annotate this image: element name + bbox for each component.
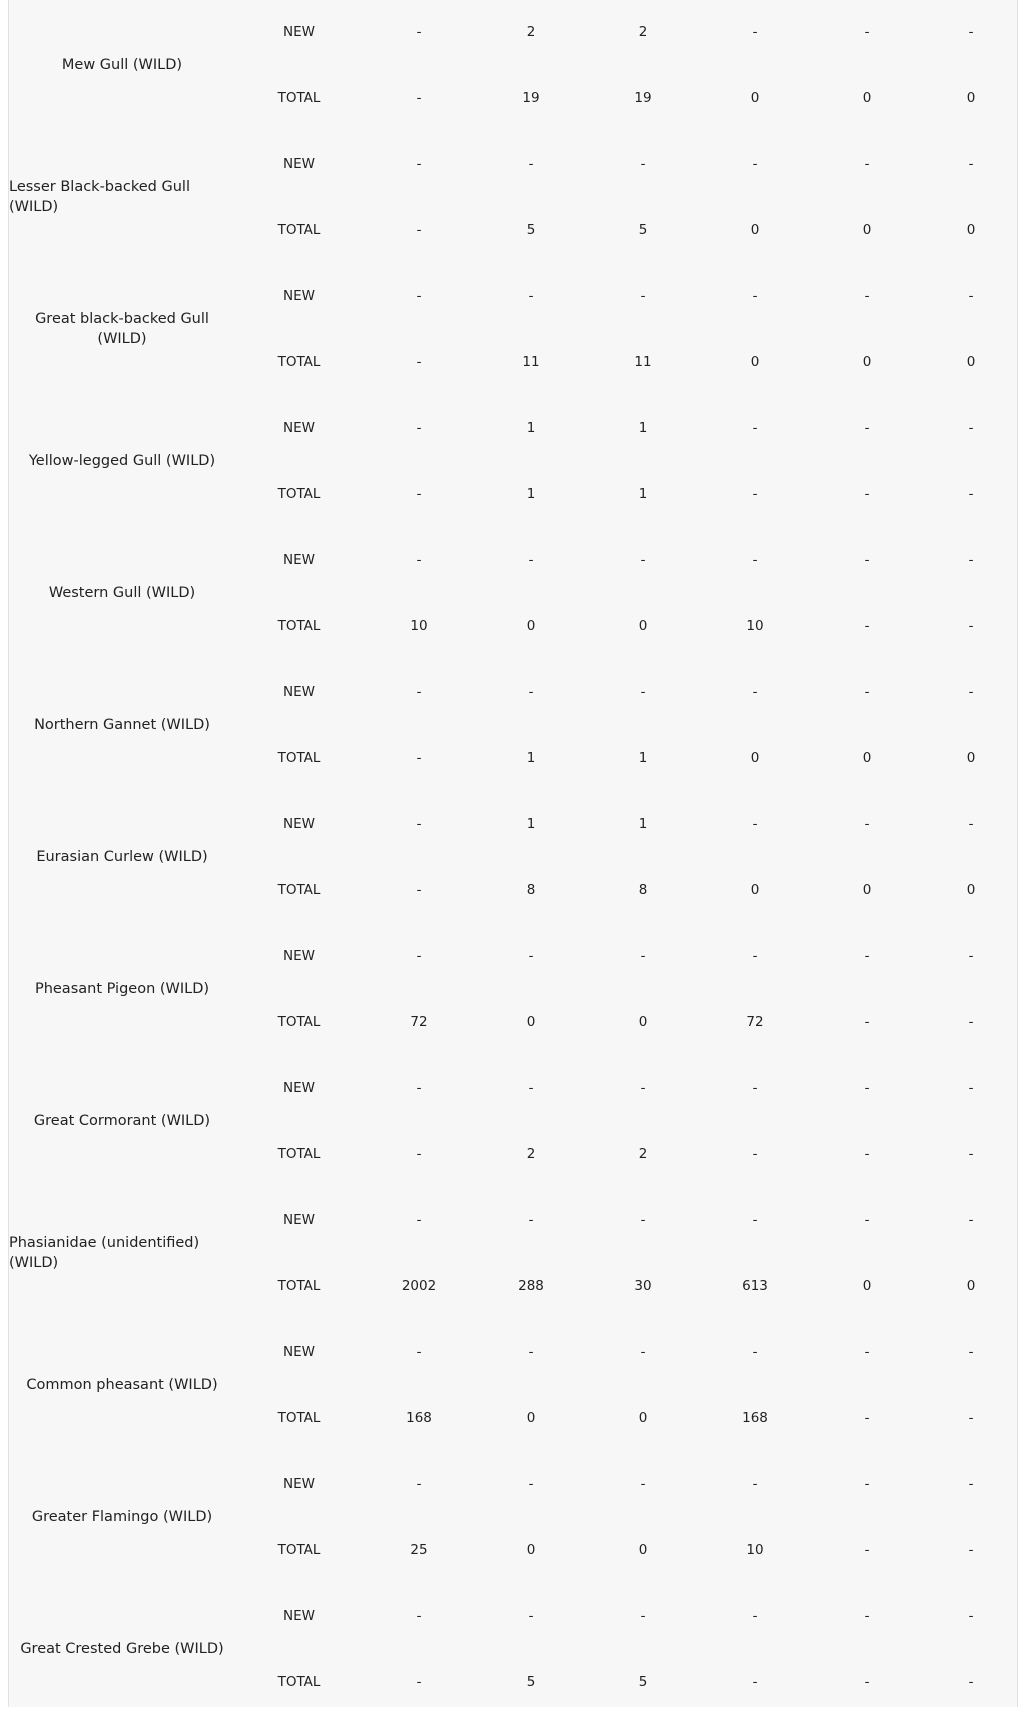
count-cell: - [416,1146,422,1162]
count-cell: - [864,1410,870,1426]
count-cell: 72 [746,1014,764,1030]
table-row-new [9,923,1019,989]
species-name-cell: Great black-backed Gull (WILD) [35,311,209,347]
count-cell: 0 [966,354,976,370]
count-cell: 1 [526,816,536,832]
count-cell: 0 [526,1014,536,1030]
count-cell: - [416,486,422,502]
count-cell: 0 [862,882,872,898]
count-cell: - [752,1674,758,1690]
count-cell: - [864,1476,870,1492]
count-cell: - [752,552,758,568]
count-cell: - [416,1476,422,1492]
count-cell: 1 [638,750,648,766]
count-cell: 0 [862,750,872,766]
table-row-new [9,1187,1019,1253]
count-cell: - [752,288,758,304]
count-cell: 0 [638,1542,648,1558]
table-row-new [9,1319,1019,1385]
count-cell: - [968,1212,974,1228]
count-cell: 5 [526,1674,536,1690]
species-name-cell: Lesser Black-backed Gull (WILD) [9,179,190,215]
count-cell: 10 [410,618,428,634]
count-cell: - [968,1146,974,1162]
count-cell: - [864,24,870,40]
row-type-label: NEW [283,156,315,172]
count-cell: - [968,948,974,964]
row-type-label: NEW [283,24,315,40]
count-cell: - [968,1542,974,1558]
count-cell: 0 [638,1410,648,1426]
count-cell: - [416,948,422,964]
count-cell: - [528,552,534,568]
species-name-cell: Greater Flamingo (WILD) [31,1509,213,1525]
count-cell: 168 [406,1410,432,1426]
count-cell: 10 [746,1542,764,1558]
count-cell: - [416,1608,422,1624]
species-name-cell: Great Crested Grebe (WILD) [20,1641,224,1657]
count-cell: 72 [410,1014,428,1030]
species-name-cell: Great Cormorant (WILD) [33,1113,211,1129]
row-type-label: TOTAL [277,90,321,106]
row-type-label: NEW [283,420,315,436]
species-name-cell: Common pheasant (WILD) [26,1377,218,1393]
count-cell: - [416,222,422,238]
count-cell: - [528,288,534,304]
row-type-label: NEW [283,552,315,568]
row-type-label: NEW [283,1212,315,1228]
count-cell: - [968,156,974,172]
table-panel [8,0,1018,1707]
count-cell: - [864,486,870,502]
table-body [9,0,1019,1715]
count-cell: - [640,684,646,700]
count-cell: 0 [750,354,760,370]
count-cell: - [968,684,974,700]
count-cell: - [528,1344,534,1360]
row-type-label: NEW [283,1080,315,1096]
count-cell: - [968,1080,974,1096]
count-cell: 0 [966,750,976,766]
count-cell: 0 [966,1278,976,1294]
row-type-label: TOTAL [277,618,321,634]
count-cell: - [416,1674,422,1690]
count-cell: 8 [526,882,536,898]
count-cell: - [528,156,534,172]
count-cell: - [752,816,758,832]
count-cell: 0 [750,750,760,766]
row-type-label: NEW [283,1344,315,1360]
count-cell: - [968,420,974,436]
count-cell: - [968,1014,974,1030]
count-cell: - [752,1476,758,1492]
table-row-new [9,131,1019,197]
count-cell: - [968,1476,974,1492]
count-cell: - [864,420,870,436]
count-cell: 11 [634,354,652,370]
count-cell: 0 [526,1542,536,1558]
count-cell: 5 [526,222,536,238]
count-cell: - [864,552,870,568]
table-row-new [9,527,1019,593]
row-type-label: TOTAL [277,1014,321,1030]
count-cell: 5 [638,222,648,238]
table-row-new [9,1451,1019,1517]
row-type-label: TOTAL [277,222,321,238]
count-cell: - [416,816,422,832]
count-cell: 0 [638,618,648,634]
count-cell: - [640,288,646,304]
count-cell: - [416,288,422,304]
count-cell: - [864,1014,870,1030]
count-cell: - [968,288,974,304]
count-cell: 168 [742,1410,768,1426]
count-cell: 30 [634,1278,652,1294]
count-cell: - [864,948,870,964]
count-cell: - [864,618,870,634]
count-cell: 1 [526,750,536,766]
count-cell: - [752,1344,758,1360]
count-cell: - [864,288,870,304]
table-row-new [9,395,1019,461]
count-cell: - [640,156,646,172]
count-cell: 0 [526,1410,536,1426]
species-name-cell: Eurasian Curlew (WILD) [36,849,208,865]
table-row-new [9,1055,1019,1121]
count-cell: - [416,882,422,898]
count-cell: 1 [526,420,536,436]
count-cell: - [752,948,758,964]
count-cell: 0 [862,354,872,370]
count-cell: 0 [966,222,976,238]
row-type-label: TOTAL [277,486,321,502]
count-cell: - [968,552,974,568]
count-cell: - [864,156,870,172]
count-cell: 2002 [401,1278,437,1294]
count-cell: - [416,24,422,40]
count-cell: - [752,1080,758,1096]
count-cell: 19 [522,90,540,106]
species-name-cell: Yellow-legged Gull (WILD) [28,453,216,469]
row-type-label: TOTAL [277,1278,321,1294]
count-cell: 288 [518,1278,544,1294]
row-type-label: NEW [283,816,315,832]
count-cell: 8 [638,882,648,898]
count-cell: - [640,1080,646,1096]
row-type-label: TOTAL [277,1410,321,1426]
count-cell: - [528,1608,534,1624]
count-cell: 0 [750,222,760,238]
count-cell: - [416,1212,422,1228]
count-cell: - [864,684,870,700]
row-type-label: NEW [283,1476,315,1492]
species-name-cell: Mew Gull (WILD) [61,57,183,73]
count-cell: - [528,684,534,700]
count-cell: - [864,1344,870,1360]
count-cell: - [864,1542,870,1558]
count-cell: - [968,1608,974,1624]
count-cell: 0 [750,90,760,106]
row-type-label: TOTAL [277,882,321,898]
count-cell: - [416,156,422,172]
count-cell: - [752,156,758,172]
count-cell: - [968,24,974,40]
count-cell: 0 [966,882,976,898]
count-cell: - [864,1080,870,1096]
count-cell: 19 [634,90,652,106]
count-cell: - [864,1146,870,1162]
count-cell: - [968,1410,974,1426]
table-row-new [9,659,1019,725]
count-cell: - [752,24,758,40]
count-cell: 0 [750,882,760,898]
count-cell: - [864,1212,870,1228]
count-cell: - [528,1080,534,1096]
row-type-label: TOTAL [277,1674,321,1690]
species-name-cell: Western Gull (WILD) [48,585,196,601]
count-cell: 1 [638,816,648,832]
count-cell: - [528,1476,534,1492]
count-cell: - [752,1212,758,1228]
table-row-new [9,1583,1019,1649]
count-cell: - [640,1344,646,1360]
species-name-cell: Pheasant Pigeon (WILD) [34,981,210,997]
count-cell: - [640,1608,646,1624]
count-cell: - [752,486,758,502]
count-cell: - [864,1674,870,1690]
count-cell: - [864,816,870,832]
count-cell: 613 [742,1278,768,1294]
count-cell: - [968,816,974,832]
count-cell: 2 [638,1146,648,1162]
row-type-label: TOTAL [277,354,321,370]
row-type-label: NEW [283,948,315,964]
row-type-label: NEW [283,1608,315,1624]
count-cell: 0 [862,90,872,106]
count-cell: - [968,618,974,634]
count-cell: - [968,1674,974,1690]
count-cell: - [416,354,422,370]
count-cell: - [752,420,758,436]
row-type-label: NEW [283,288,315,304]
count-cell: - [752,1146,758,1162]
count-cell: - [416,1080,422,1096]
count-cell: - [528,948,534,964]
count-cell: - [416,1344,422,1360]
row-type-label: TOTAL [277,1542,321,1558]
count-cell: - [416,684,422,700]
count-cell: 2 [526,24,536,40]
table-row-new [9,0,1019,65]
count-cell: 0 [526,618,536,634]
count-cell: 1 [638,420,648,436]
count-cell: 5 [638,1674,648,1690]
count-cell: 0 [862,222,872,238]
count-cell: 1 [526,486,536,502]
count-cell: - [416,750,422,766]
count-cell: - [416,552,422,568]
table-row-new [9,263,1019,329]
count-cell: - [640,1212,646,1228]
count-cell: 2 [638,24,648,40]
count-cell: - [416,90,422,106]
species-outbreak-table [9,0,1019,1715]
count-cell: 10 [746,618,764,634]
count-cell: - [640,552,646,568]
species-name-cell: Phasianidae (unidentified) (WILD) [9,1235,200,1271]
row-type-label: TOTAL [277,1146,321,1162]
count-cell: - [416,420,422,436]
count-cell: - [528,1212,534,1228]
count-cell: - [968,1344,974,1360]
count-cell: 0 [966,90,976,106]
species-name-cell: Northern Gannet (WILD) [34,717,210,733]
count-cell: 25 [410,1542,428,1558]
count-cell: - [640,1476,646,1492]
row-type-label: NEW [283,684,315,700]
count-cell: 2 [526,1146,536,1162]
row-type-label: TOTAL [277,750,321,766]
count-cell: 0 [638,1014,648,1030]
count-cell: - [640,948,646,964]
count-cell: - [968,486,974,502]
count-cell: 11 [522,354,540,370]
count-cell: 1 [638,486,648,502]
count-cell: - [864,1608,870,1624]
count-cell: - [752,684,758,700]
count-cell: 0 [862,1278,872,1294]
table-row-new [9,791,1019,857]
count-cell: - [752,1608,758,1624]
